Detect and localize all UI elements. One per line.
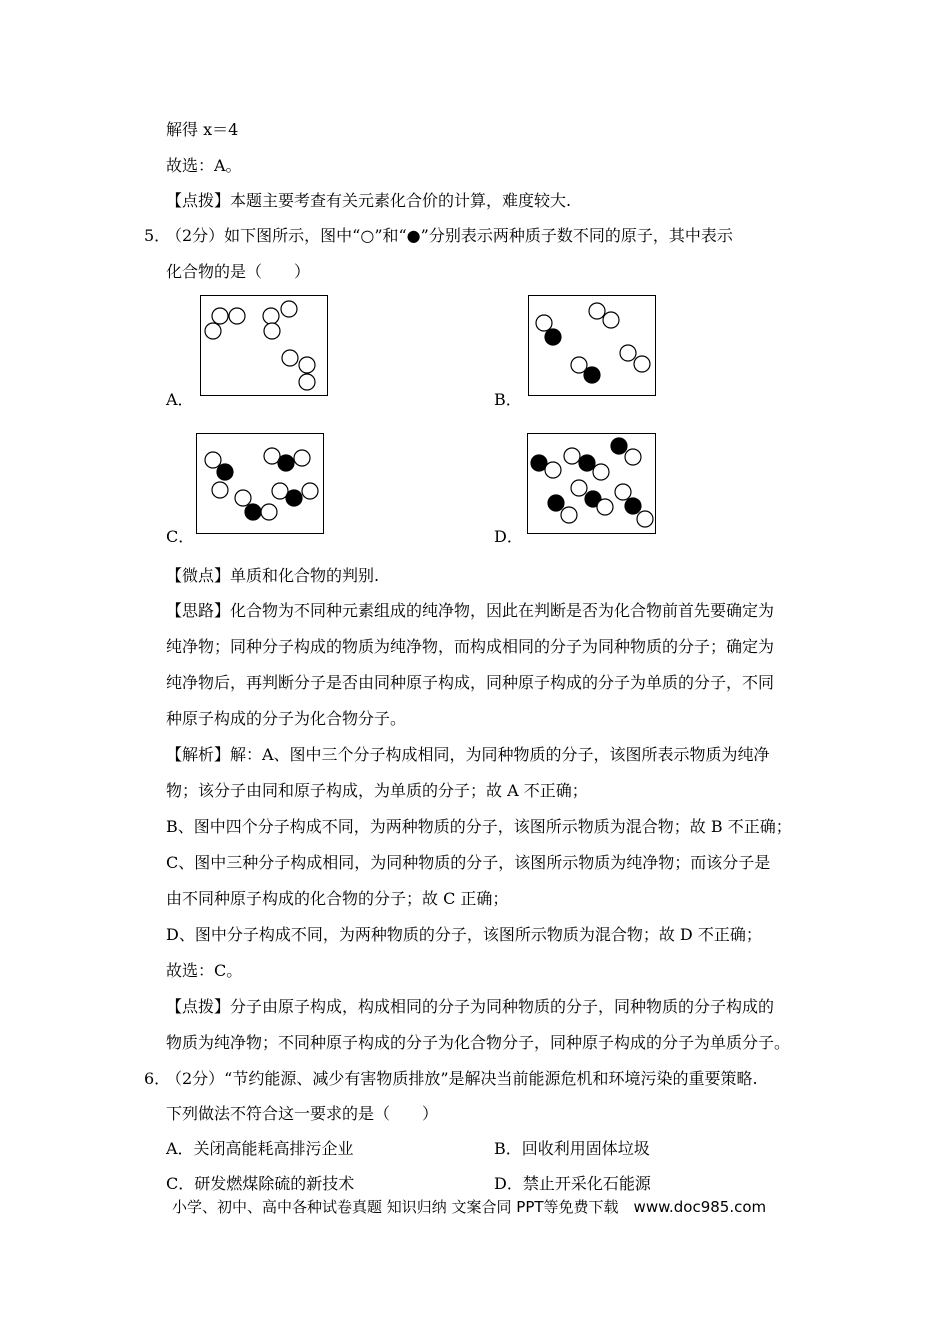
text-line: 【点拨】分子由原子构成，构成相同的分子为同种物质的分子，同种物质的分子构成的 <box>166 997 775 1016</box>
question-number: 5． <box>144 226 171 245</box>
text-line: D、图中分子构成不同，为两种物质的分子，该图所示物质为混合物；故 D 不正确； <box>166 925 762 944</box>
text-line: 【点拨】本题主要考查有关元素化合价的计算，难度较大. <box>166 191 572 210</box>
text-line: 纯净物；同种分子构成的物质为纯净物，而构成相同的分子为同种物质的分子；确定为 <box>166 637 775 656</box>
text-line: 解得 x＝4 <box>166 120 239 139</box>
page-footer: 小学、初中、高中各种试卷真题 知识归纳 文案合同 PPT等免费下载 www.doc985.com <box>172 1198 767 1216</box>
molecule-diagram-c <box>196 433 324 534</box>
option-b: B．回收利用固体垃圾 <box>494 1139 650 1158</box>
question-number: 6． <box>144 1069 171 1088</box>
text-line: 【思路】化合物为不同种元素组成的纯净物，因此在判断是否为化合物前首先要确定为 <box>166 601 775 620</box>
text-line: 故选：C。 <box>166 961 243 980</box>
text-line: 物；该分子由同和原子构成，为单质的分子；故 A 不正确； <box>166 781 588 800</box>
option-label-b: B． <box>494 390 522 409</box>
question-stem: （2分）如下图所示，图中“○”和“●”分别表示两种质子数不同的原子，其中表示 <box>166 226 733 245</box>
text-line: 纯净物后，再判断分子是否由同种原子构成，同种原子构成的分子为单质的分子，不同 <box>166 673 775 692</box>
molecule-diagram-d <box>527 433 656 534</box>
text-line: C、图中三种分子构成相同，为同种物质的分子，该图所示物质为纯净物；而该分子是 <box>166 853 771 872</box>
text-line: 【解析】解：A、图中三个分子构成相同，为同种物质的分子，该图所表示物质为纯净 <box>166 745 770 764</box>
text-line: 故选：A。 <box>166 156 242 175</box>
text-line: 种原子构成的分子为化合物分子。 <box>166 709 407 728</box>
option-label-c: C． <box>166 527 195 546</box>
text-line: B、图中四个分子构成不同，为两种物质的分子，该图所示物质为混合物；故 B 不正确； <box>166 817 792 836</box>
text-line: 【微点】单质和化合物的判别. <box>166 566 380 585</box>
question-stem: 下列做法不符合这一要求的是（ ） <box>166 1104 439 1123</box>
molecule-diagram-b <box>528 295 656 396</box>
text-line: 由不同种原子构成的化合物的分子；故 C 正确； <box>166 889 509 908</box>
question-stem: 化合物的是（ ） <box>166 262 311 281</box>
option-label-a: A． <box>166 390 194 409</box>
question-stem: （2分）“节约能源、减少有害物质排放”是解决当前能源危机和环境污染的重要策略. <box>166 1069 758 1088</box>
option-label-d: D． <box>494 527 523 546</box>
option-d: D．禁止开采化石能源 <box>494 1174 651 1193</box>
molecule-diagram-a <box>200 295 328 396</box>
option-c: C．研发燃煤除硫的新技术 <box>166 1174 355 1193</box>
option-a: A．关闭高能耗高排污企业 <box>166 1139 354 1158</box>
text-line: 物质为纯净物；不同种原子构成的分子为化合物分子，同种原子构成的分子为单质分子。 <box>166 1033 791 1052</box>
